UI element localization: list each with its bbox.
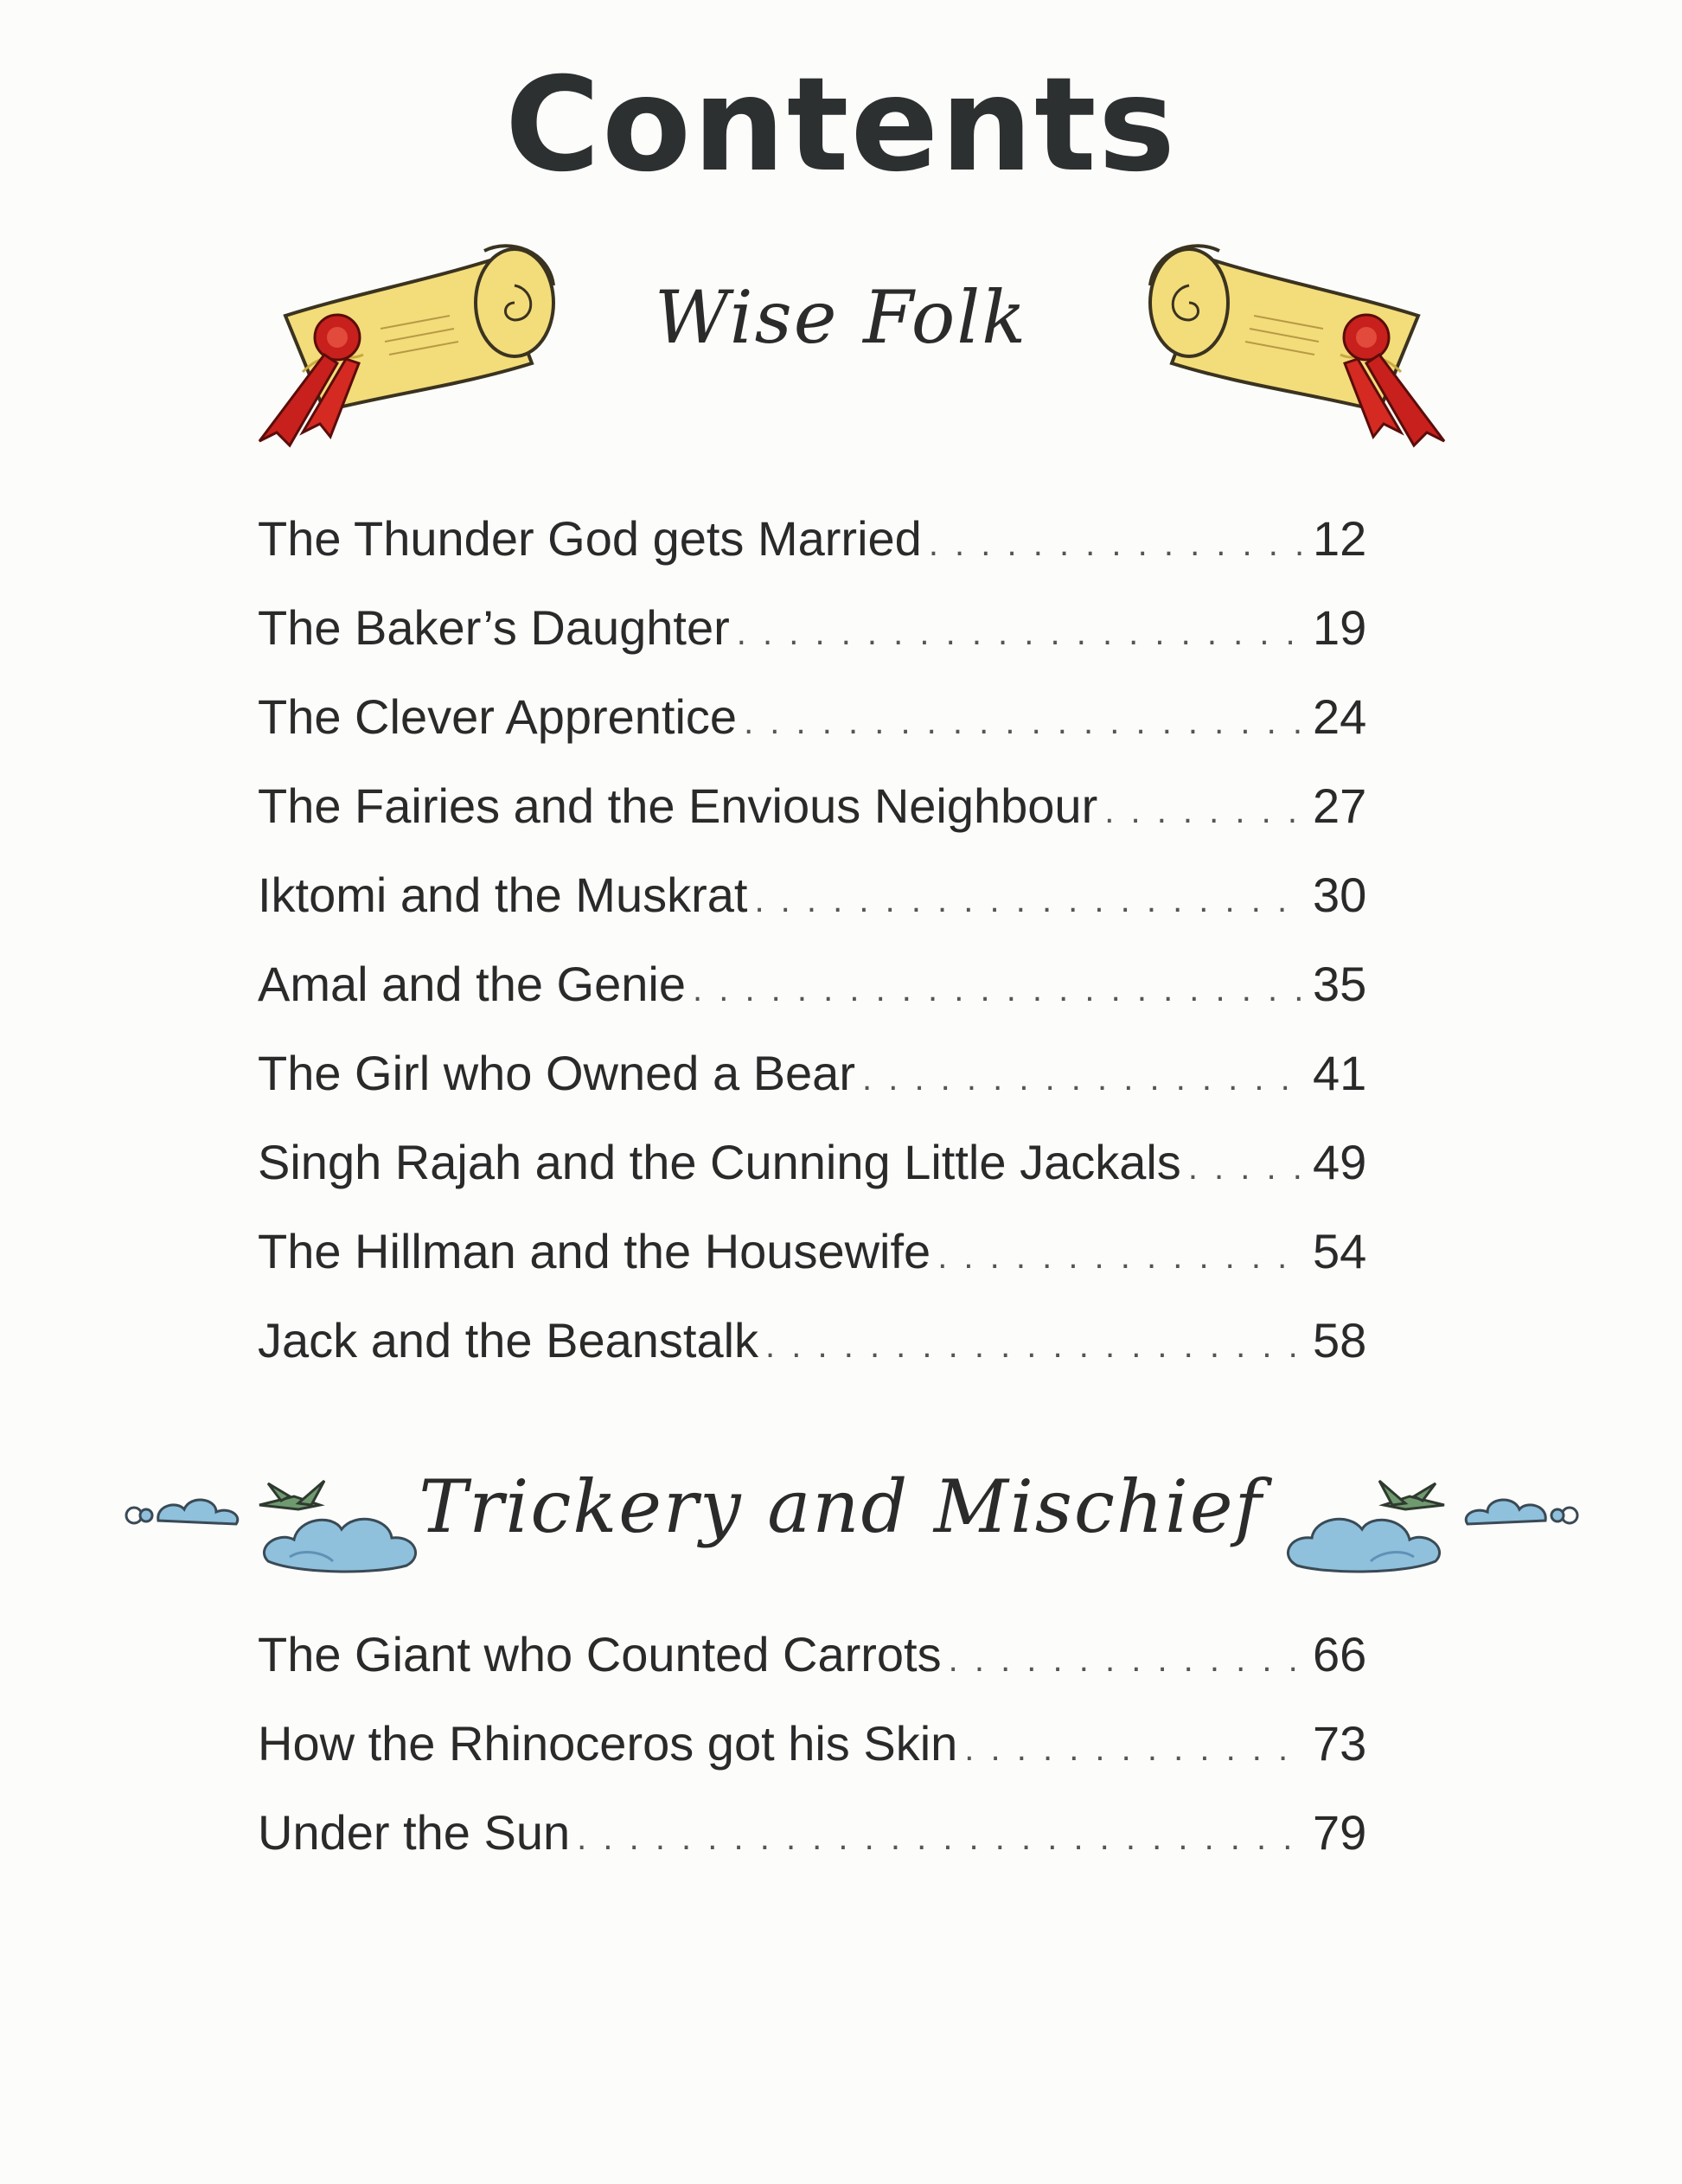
toc-entry[interactable] [258,599,1366,689]
toc-entry[interactable] [258,778,1366,867]
dot-leader [1104,792,1302,831]
toc-entry-page: 73 [1313,1716,1367,1771]
toc-entry[interactable] [258,1626,1366,1715]
toc-entry-title: Iktomi and the Muskrat [258,868,748,922]
toc-entry-title: Amal and the Genie [258,957,686,1011]
dot-leader [929,525,1302,564]
toc-entry-title: The Baker’s Daughter [258,600,730,655]
toc-list [258,1626,1366,1893]
page-title: Contents [504,50,1178,201]
dot-leader [754,881,1302,920]
toc-entry-page: 79 [1313,1805,1367,1860]
toc-entry[interactable] [258,1223,1366,1312]
toc-entry-title: Under the Sun [258,1805,571,1860]
toc-entry-title: Singh Rajah and the Cunning Little Jackals [258,1135,1181,1189]
toc-entry[interactable] [258,956,1366,1045]
toc-entry-title: How the Rhinoceros got his Skin [258,1716,958,1771]
dot-leader [693,970,1302,1009]
toc-entry-page: 54 [1313,1224,1367,1278]
dot-leader [737,614,1302,653]
toc-entry-page: 24 [1313,689,1367,744]
toc-entry[interactable] [258,1312,1366,1401]
toc-entry[interactable] [258,867,1366,956]
toc-entry-title: Jack and the Beanstalk [258,1313,759,1367]
section-heading: Wise Folk [654,275,1028,360]
dot-leader [1188,1149,1302,1188]
toc-entry-title: The Clever Apprentice [258,689,738,744]
toc-entry-page: 12 [1313,511,1367,566]
toc-entry-page: 35 [1313,957,1367,1011]
dot-leader [862,1060,1302,1098]
toc-entry-title: The Fairies and the Envious Neighbour [258,778,1098,833]
toc-entry[interactable] [258,1804,1366,1893]
dot-leader [949,1641,1302,1680]
toc-entry-page: 19 [1313,600,1367,655]
dot-leader [577,1819,1302,1858]
dot-leader [964,1730,1302,1769]
toc-entry-page: 66 [1313,1627,1367,1681]
toc-entry-page: 49 [1313,1135,1367,1189]
toc-entry-title: The Thunder God gets Married [258,511,922,566]
dot-leader [765,1327,1302,1366]
toc-entry-page: 27 [1313,778,1367,833]
toc-entry-page: 41 [1313,1046,1367,1100]
toc-entry[interactable] [258,1134,1366,1223]
toc-entry[interactable] [258,510,1366,599]
toc-list [258,510,1366,1401]
toc-entry-title: The Hillman and the Housewife [258,1224,931,1278]
toc-entry-page: 58 [1313,1313,1367,1367]
dot-leader [937,1238,1302,1277]
toc-entry[interactable] [258,1715,1366,1804]
dot-leader [744,703,1302,742]
toc-entry-title: The Girl who Owned a Bear [258,1046,855,1100]
toc-entry-page: 30 [1313,868,1367,922]
toc-entry-title: The Giant who Counted Carrots [258,1627,942,1681]
toc-entry[interactable] [258,1045,1366,1134]
toc-entry[interactable] [258,689,1366,778]
section-heading: Trickery and Mischief [419,1464,1263,1549]
